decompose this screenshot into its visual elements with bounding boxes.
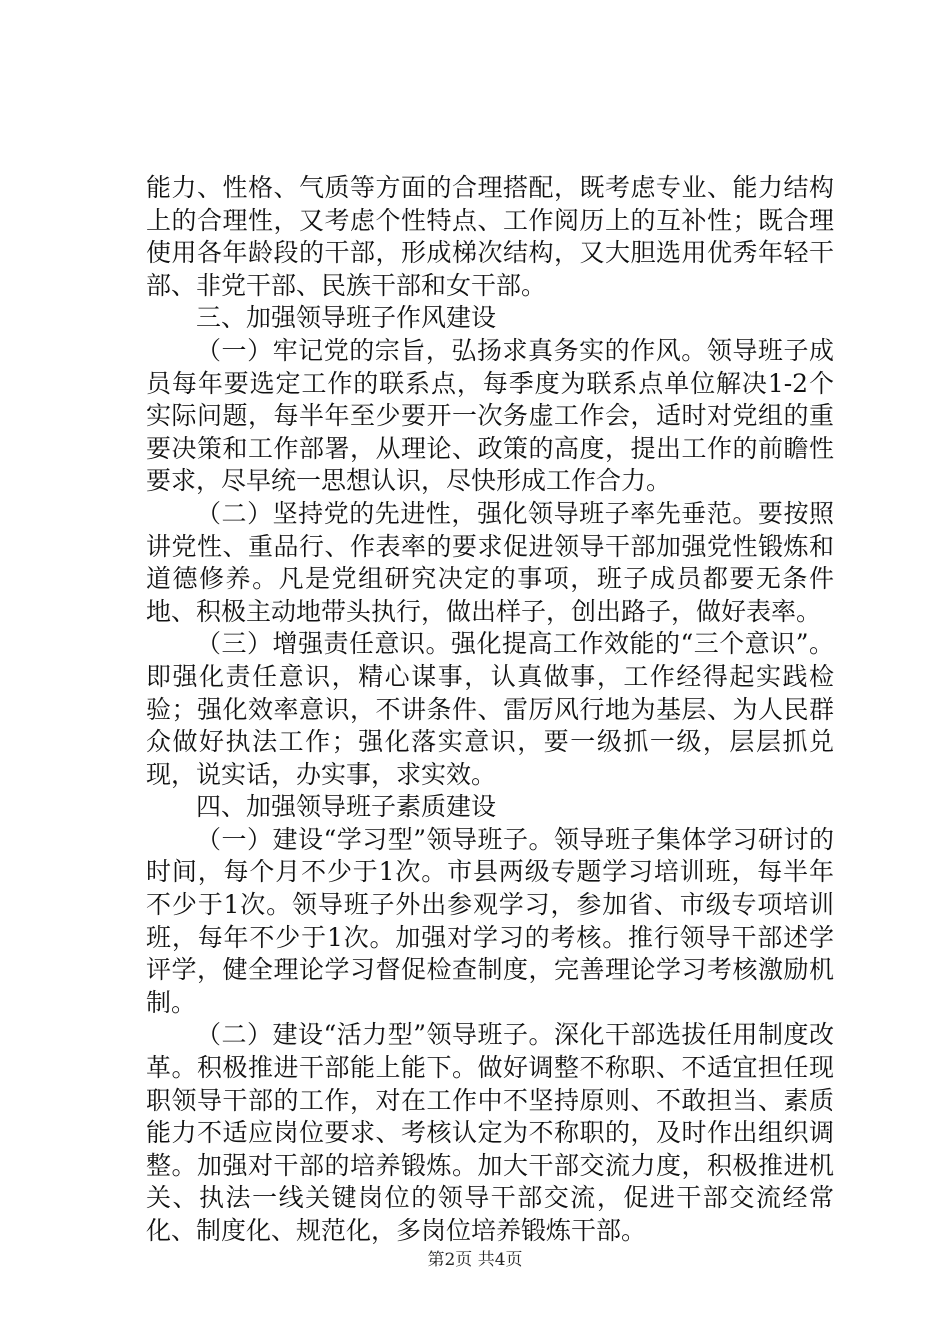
section-heading-3: 三、加强领导班子作风建设 bbox=[196, 303, 497, 333]
paragraph-continuation: 能力、性格、气质等方面的合理搭配，既考虑专业、能力结构上的合理性，又考虑个性特点、工作阅历上的互补性；既合理使用各年龄段的干部，形成梯次结构，又大胆选用优秀年轻干部、非党干部、民族干部和女干部。 bbox=[146, 173, 834, 300]
paragraph: （三）增强责任意识。强化提高工作效能的“三个意识”。即强化责任意识，精心谋事，认真做事，工作经得起实践检验；强化效率意识，不讲条件、雷厉风行地为基层、为人民群众做好执法工作；强化落实意识，要一级抓一级，层层抓兑现，说实话，办实事，求实效。 bbox=[146, 629, 834, 789]
paragraph: （一）建设“学习型”领导班子。领导班子集体学习研讨的时间，每个月不少于1次。市县两级专题学习培训班，每半年不少于1次。领导班子外出参观学习，参加省、市级专项培训班，每年不少于1次。加强对学习的考核。推行领导干部述学评学，健全理论学习督促检查制度，完善理论学习考核激励机制。 bbox=[146, 824, 834, 1017]
page-footer: 第2页 共4页 bbox=[427, 1250, 523, 1270]
paragraph: （二）坚持党的先进性，强化领导班子率先垂范。要按照讲党性、重品行、作表率的要求促进领导干部加强党性锻炼和道德修养。凡是党组研究决定的事项，班子成员都要无条件地、积极主动地带头执行，做出样子，创出路子，做好表率。 bbox=[146, 498, 834, 626]
document-body bbox=[146, 172, 834, 1248]
paragraph: （一）牢记党的宗旨，弘扬求真务实的作风。领导班子成员每年要选定工作的联系点，每季度为联系点单位解决1-2个实际问题，每半年至少要开一次务虚工作会，适时对党组的重要决策和工作部署，从理论、政策的高度，提出工作的前瞻性要求，尽早统一思想认识，尽快形成工作合力。 bbox=[146, 335, 834, 496]
paragraph: （二）建设“活力型”领导班子。深化干部选拔任用制度改革。积极推进干部能上能下。做好调整不称职、不适宜担任现职领导干部的工作，对在工作中不坚持原则、不敢担当、素质能力不适应岗位要求、考核认定为不称职的，及时作出组织调整。加强对干部的培养锻炼。加大干部交流力度，积极推进机关、执法一线关键岗位的领导干部交流，促进干部交流经常化、制度化、规范化，多岗位培养锻炼干部。 bbox=[146, 1020, 834, 1245]
section-heading-4: 四、加强领导班子素质建设 bbox=[196, 792, 497, 822]
